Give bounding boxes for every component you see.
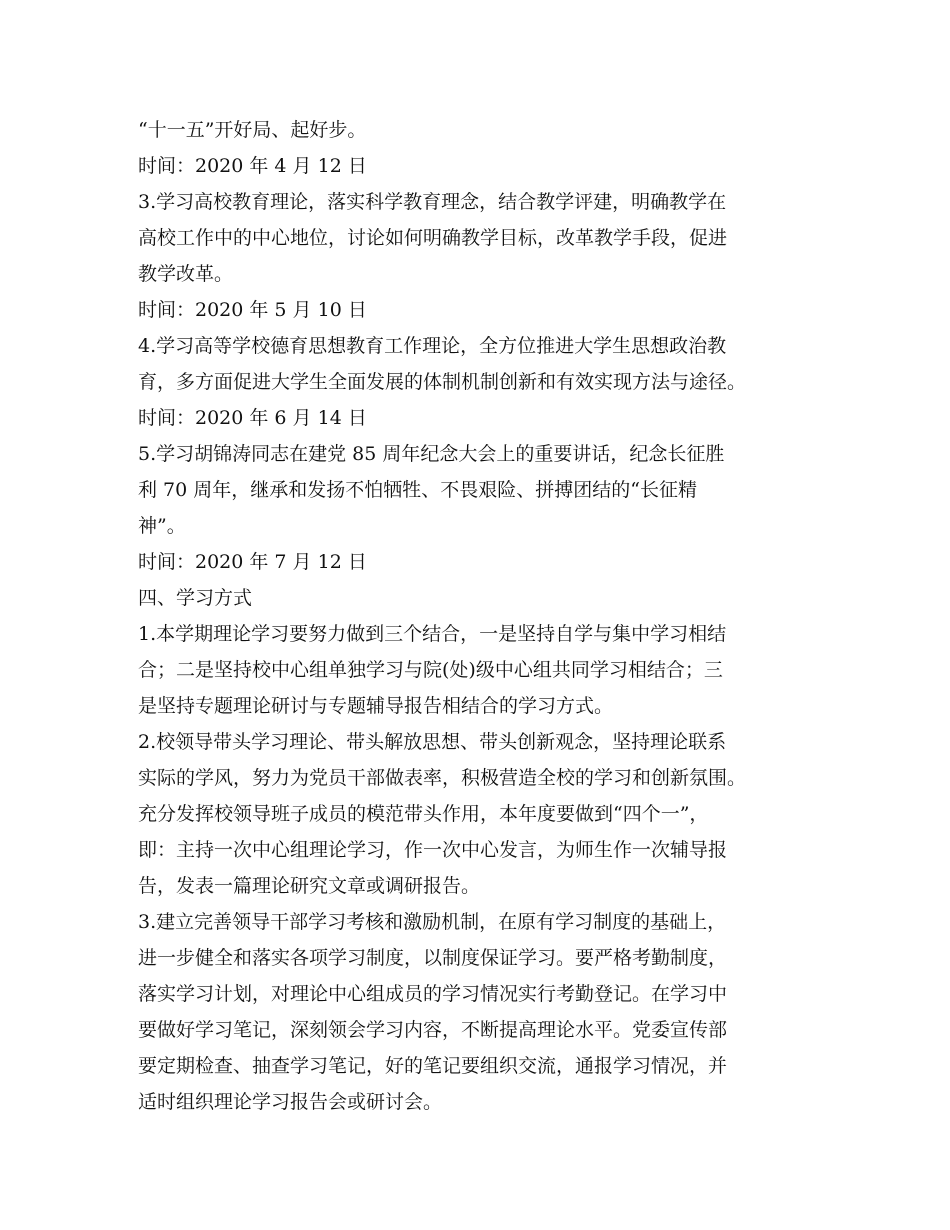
text-line: 3.学习高校教育理论，落实科学教育理念，结合教学评建，明确教学在 (138, 191, 727, 213)
text-line: 5.学习胡锦涛同志在建党 85 周年纪念大会上的重要讲话，纪念长征胜 (138, 443, 725, 465)
text-line: 育，多方面促进大学生全面发展的体制机制创新和有效实现方法与途径。 (138, 371, 747, 393)
date-line: 时间：2020 年 6 月 14 日 (138, 407, 367, 429)
document-body (138, 112, 828, 1120)
text-line: 要定期检查、抽查学习笔记，好的笔记要组织交流，通报学习情况，并 (138, 1055, 728, 1077)
text-line: 适时组织理论学习报告会或研讨会。 (138, 1091, 443, 1113)
text-line: 利 70 周年，继承和发扬不怕牺牲、不畏艰险、拼搏团结的“长征精 (138, 479, 697, 501)
text-line: 合；二是坚持校中心组单独学习与院(处)级中心组共同学习相结合；三 (138, 659, 723, 681)
text-line: 告，发表一篇理论研究文章或调研报告。 (138, 875, 481, 897)
text-line: 落实学习计划，对理论中心组成员的学习情况实行考勤登记。在学习中 (138, 983, 728, 1005)
text-line: 要做好学习笔记，深刻领会学习内容，不断提高理论水平。党委宣传部 (138, 1019, 728, 1041)
date-line: 时间：2020 年 4 月 12 日 (138, 155, 367, 177)
text-line: 进一步健全和落实各项学习制度，以制度保证学习。要严格考勤制度， (138, 947, 728, 969)
text-line: 3.建立完善领导干部学习考核和激励机制，在原有学习制度的基础上， (138, 911, 727, 933)
text-line: 神”。 (138, 515, 186, 537)
text-line: “十一五”开好局、起好步。 (138, 119, 367, 141)
date-line: 时间：2020 年 5 月 10 日 (138, 299, 367, 321)
text-line: 实际的学风，努力为党员干部做表率，积极营造全校的学习和创新氛围。 (138, 767, 747, 789)
text-line: 2.校领导带头学习理论、带头解放思想、带头创新观念，坚持理论联系 (138, 731, 727, 753)
text-line: 充分发挥校领导班子成员的模范带头作用，本年度要做到“四个一”， (138, 803, 709, 825)
text-line: 是坚持专题理论研讨与专题辅导报告相结合的学习方式。 (138, 695, 614, 717)
text-line: 高校工作中的中心地位，讨论如何明确教学目标，改革教学手段，促进 (138, 227, 728, 249)
text-line: 教学改革。 (138, 263, 234, 285)
date-line: 时间：2020 年 7 月 12 日 (138, 551, 367, 573)
text-line: 即：主持一次中心组理论学习，作一次中心发言，为师生作一次辅导报 (138, 839, 728, 861)
text-line: 4.学习高等学校德育思想教育工作理论，全方位推进大学生思想政治教 (138, 335, 727, 357)
text-line: 1.本学期理论学习要努力做到三个结合，一是坚持自学与集中学习相结 (138, 623, 727, 645)
section-heading: 四、学习方式 (138, 587, 253, 609)
